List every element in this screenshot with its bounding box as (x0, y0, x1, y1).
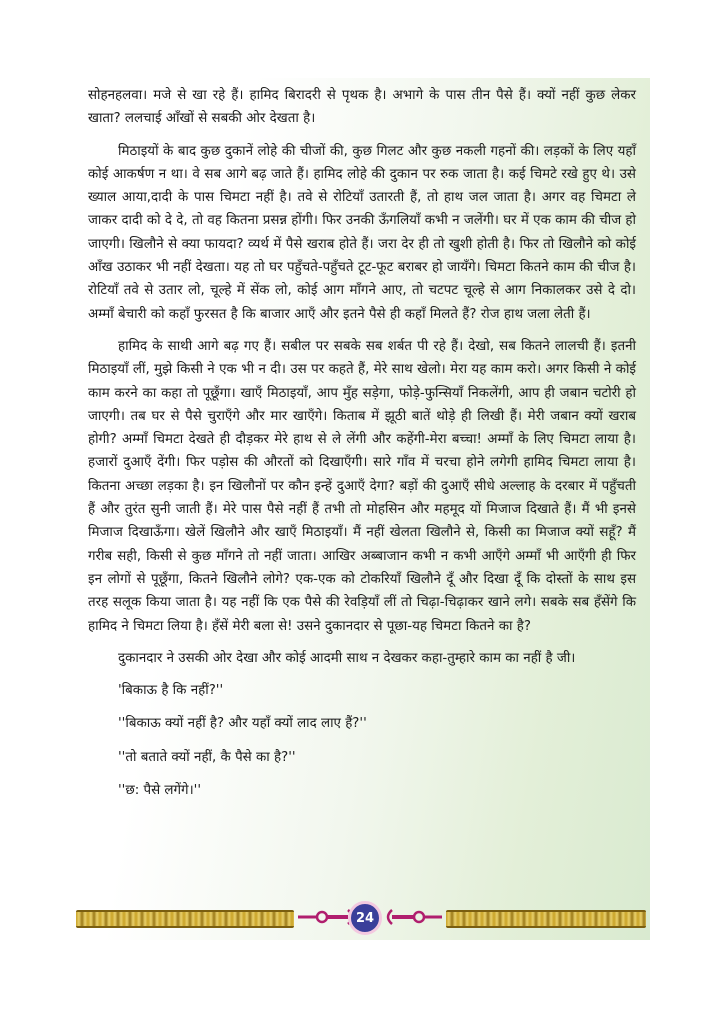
decorative-border-right (446, 910, 646, 928)
dialogue-line-4: ''छ: पैसे लगेंगे।'' (118, 783, 202, 799)
page-number-badge: 24 (348, 901, 382, 935)
dialogue-line-3: ''तो बताते क्यों नहीं, कै पैसे का है?'' (118, 749, 296, 765)
dialogue-line-2: ''बिकाऊ क्यों नहीं है? और यहाँ क्यों लाद लाए हैं?'' (118, 716, 367, 732)
dialogue-line-1: 'बिकाऊ है कि नहीं?'' (118, 683, 224, 699)
paragraph-3: हामिद के साथी आगे बढ़ गए हैं। सबील पर सबके सब शर्बत पी रहे हैं। देखो, सब कितने लालची हैं। इतनी मिठाइयाँ लीं, मुझे किसी ने एक भी न दी। उस पर कहते हैं, मेरे साथ खेलो। मेरा यह काम करो। अगर किसी ने कोई काम करने का कहा तो पूछूँगा। खाएँ मिठाइयाँ, आप मुँह सड़ेगा, फोड़े-फुन्सियाँ निकलेंगी, आप ही जबान चटोरी हो जाएगी। तब घर से पैसे चुराएँगे और मार खाएँगे। किताब में झूठी बातें थोड़े ही लिखी हैं। मेरी जबान क्यों खराब होगी? अम्माँ चिमटा देखते ही दौड़कर मेरे हाथ से ले लेंगी और कहेंगी-मेरा बच्चा! अम्माँ के लिए चिमटा लाया है। हजारों दुआएँ देंगी। फिर पड़ोस की औरतों को दिखाएँगी। सारे गाँव में चरचा होने लगेगी हामिद चिमटा लाया है। कितना अच्छा लड़का है। इन खिलौनों पर कौन इन्हें दुआएँ देगा? बड़ों की दुआएँ सीधे अल्लाह के दरबार में पहुँचती हैं और तुरंत सुनी जाती हैं। मेरे पास पैसे नहीं हैं तभी तो मोहसिन और महमूद यों मिजाज दिखाते हैं। मैं भी इनसे मिजाज दिखाऊँगा। खेलें खिलौने और खाएँ मिठाइयाँ। मैं नहीं खेलता खिलौने से, किसी का मिजाज क्यों सहूँ? मैं गरीब सही, किसी से कुछ माँगने तो नहीं जाता। आखिर अब्बाजान कभी न कभी आएँगे अम्माँ भी आएँगी ही फिर इन लोगों से पूछूँगा, कितने खिलौने लोगे? एक-एक को टोकरियाँ खिलौने दूँ और दिखा दूँ कि दोस्तों के साथ इस तरह सलूक किया जाता है। यह नहीं कि एक पैसे की रेवड़ियाँ लीं तो चिढ़ा-चिढ़ाकर खाने लगे। सबके सब हँसेंगे कि हामिद ने चिमटा लिया है। हँसें मेरी बला से! उसने दुकानदार से पूछा-यह चिमटा कितने का है? (88, 338, 636, 634)
page-footer (76, 898, 646, 934)
decorative-border-left (76, 910, 294, 928)
paragraph-4: दुकानदार ने उसकी ओर देखा और कोई आदमी साथ न देखकर कहा-तुम्हारे काम का नहीं है जी। (118, 650, 576, 666)
paragraph-2: मिठाइयों के बाद कुछ दुकानें लोहे की चीजों की, कुछ गिलट और कुछ नकली गहनों की। लड़कों के लिए यहाँ कोई आकर्षण न था। वे सब आगे बढ़ जाते हैं। हामिद लोहे की दुकान पर रुक जाता है। कई चिमटे रखे हुए थे। उसे ख्याल आया,दादी के पास चिमटा नहीं है। तवे से रोटियाँ उतारती हैं, तो हाथ जल जाता है। अगर वह चिमटा ले जाकर दादी को दे दे, तो वह कितना प्रसन्न होंगी। फिर उनकी ऊँगलियाँ कभी न जलेंगी। घर में एक काम की चीज हो जाएगी। खिलौने से क्या फायदा? व्यर्थ में पैसे खराब होते हैं। जरा देर ही तो खुशी होती है। फिर तो खिलौने को कोई आँख उठाकर भी नहीं देखता। यह तो घर पहुँचते-पहुँचते टूट-फूट बराबर हो जायँगे। चिमटा कितने काम की चीज है। रोटियाँ तवे से उतार लो, चूल्हे में सेंक लो, कोई आग माँगने आए, तो चटपट चूल्हे से आग निकालकर उसे दे दो। अम्माँ बेचारी को कहाँ फुरसत है कि बाजार आएँ और इतने पैसे ही कहाँ मिलते हैं? रोज हाथ जला लेती हैं। (88, 143, 636, 322)
ornament-right-icon (376, 902, 444, 932)
paragraph-1: सोहनहलवा। मजे से खा रहे हैं। हामिद बिरादरी से पृथक है। अभागे के पास तीन पैसे हैं। क्यों नहीं कुछ लेकर खाता? ललचाई आँखों से सबकी ओर देखता है। (88, 88, 636, 127)
story-text (88, 84, 636, 812)
